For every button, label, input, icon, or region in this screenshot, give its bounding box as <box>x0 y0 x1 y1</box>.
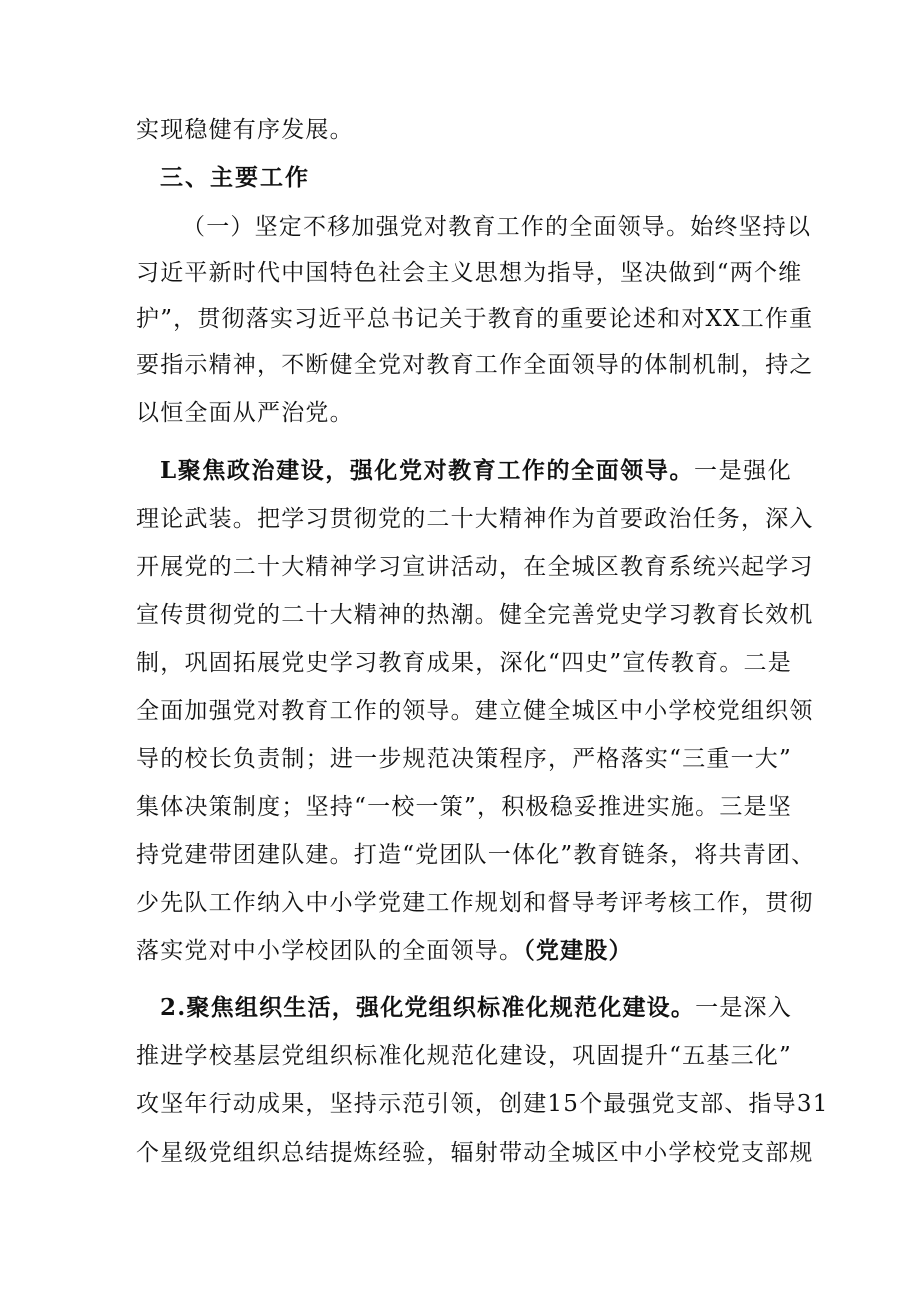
paragraph-line: 推进学校基层党组织标准化规范化建设，巩固提升“五基三化” <box>136 1043 792 1069</box>
paragraph-text: 一是深入 <box>695 995 792 1021</box>
paragraph-first-line <box>160 985 792 1031</box>
paragraph-title: 2.聚焦组织生活，强化党组织标准化规范化建设。 <box>160 994 696 1021</box>
section-heading: 三、主要工作 <box>160 165 310 191</box>
paragraph-line: 制，巩固拓展党史学习教育成果，深化“四史”宣传教育。二是 <box>136 650 792 676</box>
paragraph-line: 宣传贯彻党的二十大精神的热潮。健全完善党史学习教育长效机 <box>136 602 814 628</box>
paragraph-line: 护”，贯彻落实习近平总书记关于教育的重要论述和对XX工作重 <box>136 306 814 332</box>
paragraph-line: 持党建带团建队建。打造“党团队一体化”教育链条，将共青团、 <box>136 842 816 868</box>
paragraph-line: 理论武装。把学习贯彻党的二十大精神作为首要政治任务，深入 <box>136 506 814 532</box>
paragraph-line: （一）坚定不移加强党对教育工作的全面领导。始终坚持以 <box>182 214 812 240</box>
paragraph-line: 导的校长负责制；进一步规范决策程序，严格落实“三重一大” <box>136 746 792 772</box>
paragraph-line: 习近平新时代中国特色社会主义思想为指导，坚决做到“两个维 <box>136 260 803 286</box>
paragraph-line: 集体决策制度；坚持“一校一策”，积极稳妥推进实施。三是坚 <box>136 794 792 820</box>
paragraph-last-line <box>136 928 792 974</box>
paragraph-line: 实现稳健有序发展。 <box>136 117 354 143</box>
paragraph-line: 开展党的二十大精神学习宣讲活动，在全城区教育系统兴起学习 <box>136 554 814 580</box>
paragraph-line: 全面加强党对教育工作的领导。建立健全城区中小学校党组织领 <box>136 698 814 724</box>
paragraph-first-line <box>160 448 792 494</box>
paragraph-title: L聚焦政治建设，强化党对教育工作的全面领导。 <box>160 457 695 484</box>
paragraph-line: 个星级党组织总结提炼经验，辐射带动全城区中小学校党支部规 <box>136 1140 814 1166</box>
paragraph-line: 攻坚年行动成果，坚持示范引领，创建15个最强党支部、指导31 <box>136 1091 829 1117</box>
department-tag: （党建股） <box>523 937 633 964</box>
paragraph-line: 以恒全面从严治党。 <box>136 400 354 426</box>
paragraph-text: 一是强化 <box>694 458 792 484</box>
paragraph-text: 落实党对中小学校团队的全面领导。 <box>136 938 524 964</box>
paragraph-line: 要指示精神，不断健全党对教育工作全面领导的体制机制，持之 <box>136 352 814 378</box>
paragraph-line: 少先队工作纳入中小学党建工作规划和督导考评考核工作，贯彻 <box>136 890 814 916</box>
